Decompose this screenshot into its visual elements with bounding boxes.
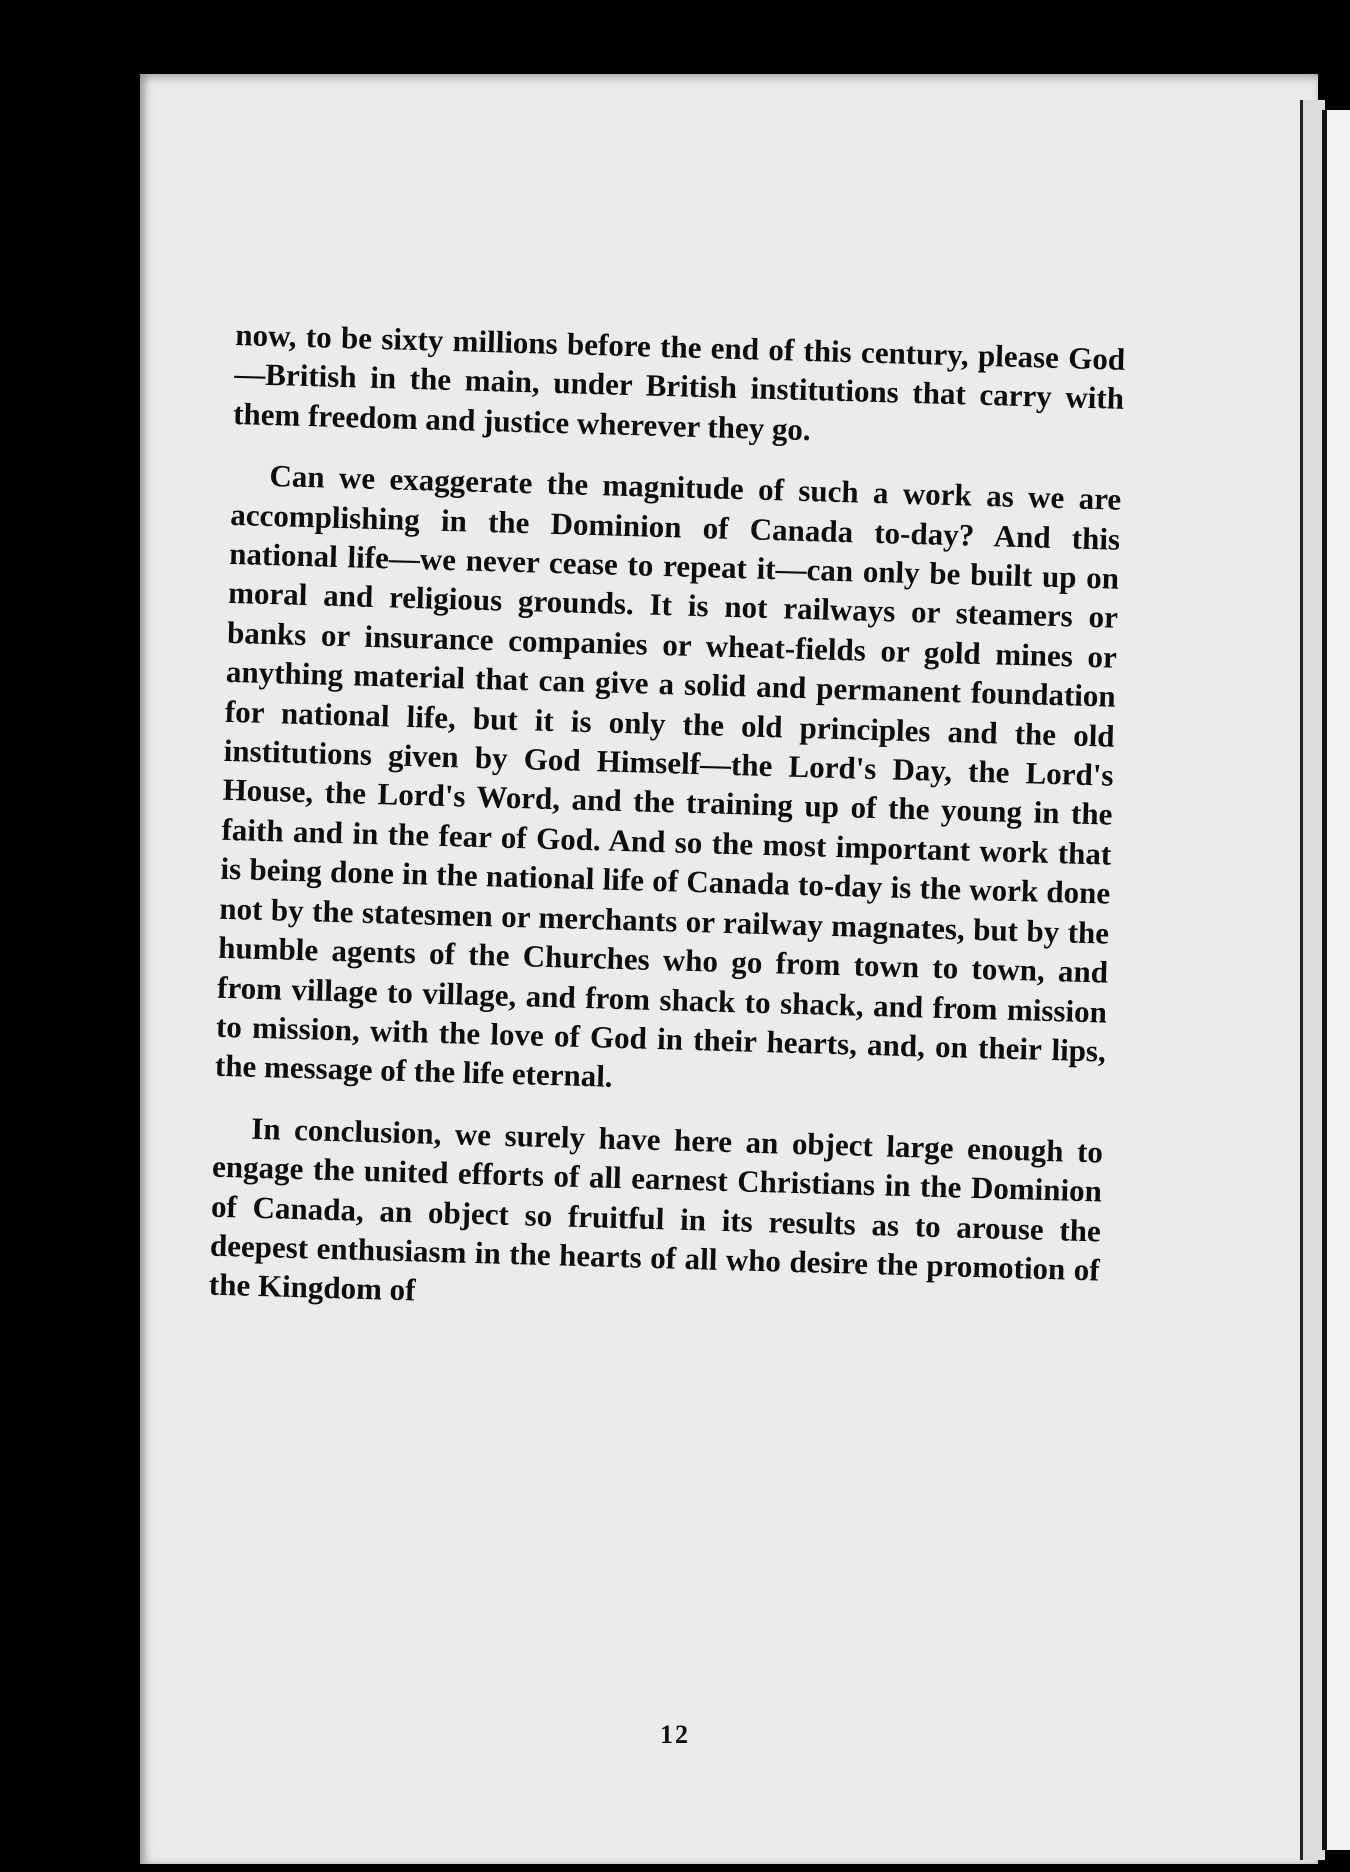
facing-page-edge xyxy=(1322,110,1350,1850)
page-number: 12 xyxy=(660,1720,690,1749)
paragraph-conclusion: In conclusion, we surely have here an object large enough to engage the united efforts of all earnest Christians in the Dominion of Canada, an object so fruitful in its results as to arouse the deepest enthusiasm in the hearts of all who desire the promotion of the Kingdom of xyxy=(208,1110,1104,1308)
paragraph-continuation: now, to be sixty millions before the end of this century, please God—British in the main, under British institutions that carry with them freedom and justice wherever they go. xyxy=(232,316,1126,447)
body-text xyxy=(196,315,1125,1759)
paragraph-national-life: Can we exaggerate the magnitude of such a work as we are accomplishing in the Dominion of Canada to-day? And this national life—we never cease to repeat it—can only be built up on moral and religious grounds. It is not railways or steamers or banks or insurance companies or wheat-fields or gold mines or anything material that can give a solid and permanent foundation for national life, but it is only the old principles and the old institutions given by God Himself—the Lord's Day, the Lord's House, the Lord's Word, and the training up of the young in the faith and in the fear of God. And so the most important work that is being done in the national life of Canada to-day is the work done not by the statesmen or merchants or railway magnates, but by the humble agents of the Churches who go from town to town, and from village to village, and from shack to shack, and from mission to mission, with the love of God in their hearts, and, on their lips, the message of the life eternal. xyxy=(214,458,1122,1095)
